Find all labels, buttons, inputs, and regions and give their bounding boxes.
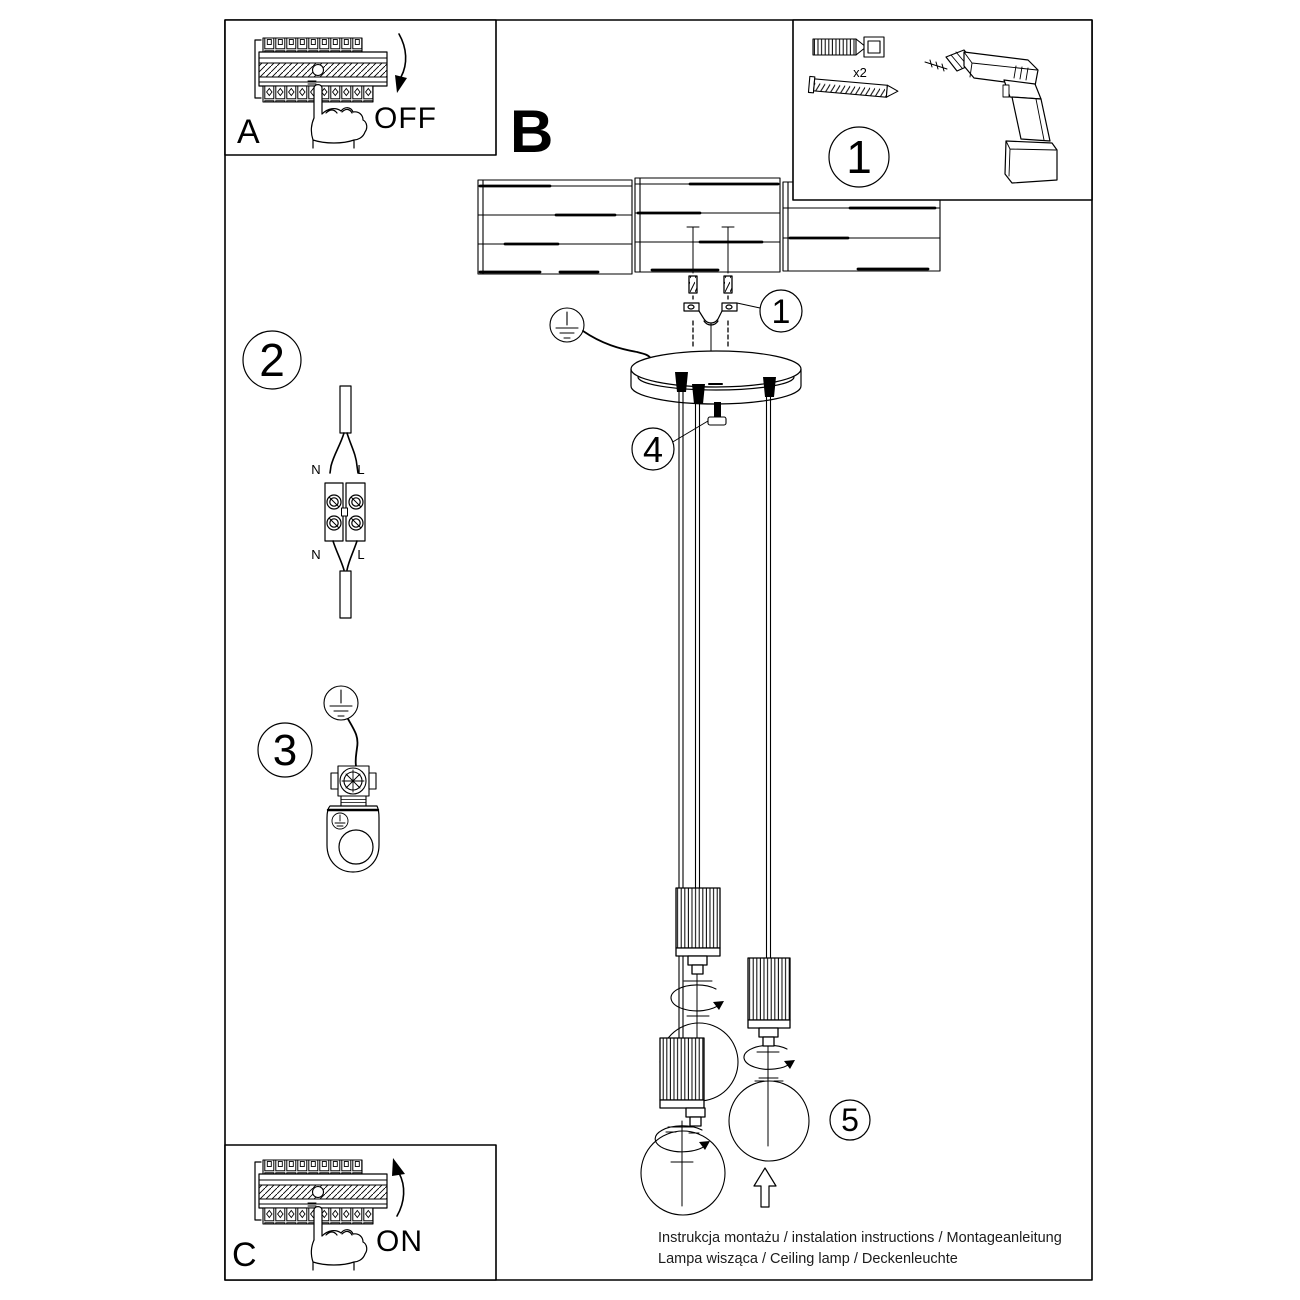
mains-cable-bottom [340,571,351,618]
mains-cable-top [340,386,351,433]
on-label: ON [376,1225,423,1258]
step-b-label: B [510,98,554,165]
rotation-arrow-icon [744,1045,795,1069]
callout-4-leader [671,421,708,443]
callout-5-number: 5 [841,1102,859,1138]
wire-merge-bottom [333,541,357,570]
cord-grip-icon [675,372,688,392]
footer [658,1230,1062,1267]
holder-socket [686,1108,705,1117]
callout-3-number: 3 [272,726,298,775]
ground-connector-step [258,686,379,872]
lamp-holder-3 [748,958,790,1046]
callout-4-number: 4 [642,429,664,470]
ground-wire [583,331,651,359]
cord-grip-icon [692,384,705,404]
callout-2-number: 2 [259,334,285,386]
panel-c [225,1145,496,1280]
callout-4-badge [632,428,674,470]
label-live-bottom: L [357,547,365,562]
callout-1-badge [760,290,802,332]
panel-kit [793,20,1092,200]
footer-line-1: Instrukcja montażu / instalation instructions / Montageanleitung [658,1230,1062,1246]
kit-step-number: 1 [846,131,872,183]
ground-symbol-icon [550,308,584,342]
mounting-screw-right-icon [722,227,734,349]
pendant-cord-1 [696,403,700,888]
cord-grip-icon [763,377,776,397]
callout-3-badge [258,723,312,777]
panel-a-letter: A [237,113,260,151]
quantity-label: x2 [853,65,867,80]
locking-screw-icon [708,402,726,425]
off-label: OFF [374,102,437,135]
pendant-lamp-assembly [550,227,870,1215]
callout-2-badge [243,331,301,389]
label-live-top: L [357,462,365,477]
wiring-diagram [243,331,365,618]
plank-section-left [478,180,632,274]
glass-ball-2 [641,1131,725,1215]
mounting-screw-left-icon [687,227,699,349]
ground-lead-wire [348,719,358,766]
pendant-cord-3 [767,396,771,958]
ground-terminal-screw-icon [331,766,376,806]
insert-arrow-icon [754,1168,776,1207]
plank-section-middle [635,178,780,272]
terminal-block [325,483,365,541]
callout-1-leader [737,303,760,308]
holder-socket [759,1028,778,1037]
callout-5-badge [830,1100,870,1140]
kit-step-badge [829,127,889,187]
wire-split-top [330,433,358,473]
callout-1-number: 1 [771,293,791,331]
glass-ball-3 [729,1081,809,1161]
wall-plug-icon [813,37,884,57]
panel-c-letter: C [232,1236,257,1274]
connector-body [327,806,379,872]
mounting-bracket [684,303,737,351]
lamp-holder-2 [660,1038,705,1126]
sheet-border [225,20,1092,1280]
label-neutral-top: N [311,462,321,477]
label-neutral-bottom: N [311,547,321,562]
holder-socket [688,956,707,965]
panel-a [225,20,496,155]
footer-line-2: Lampa wisząca / Ceiling lamp / Deckenleuchte [658,1251,958,1267]
rotation-arrow-icon [655,1126,710,1152]
ground-symbol-icon [324,686,358,720]
